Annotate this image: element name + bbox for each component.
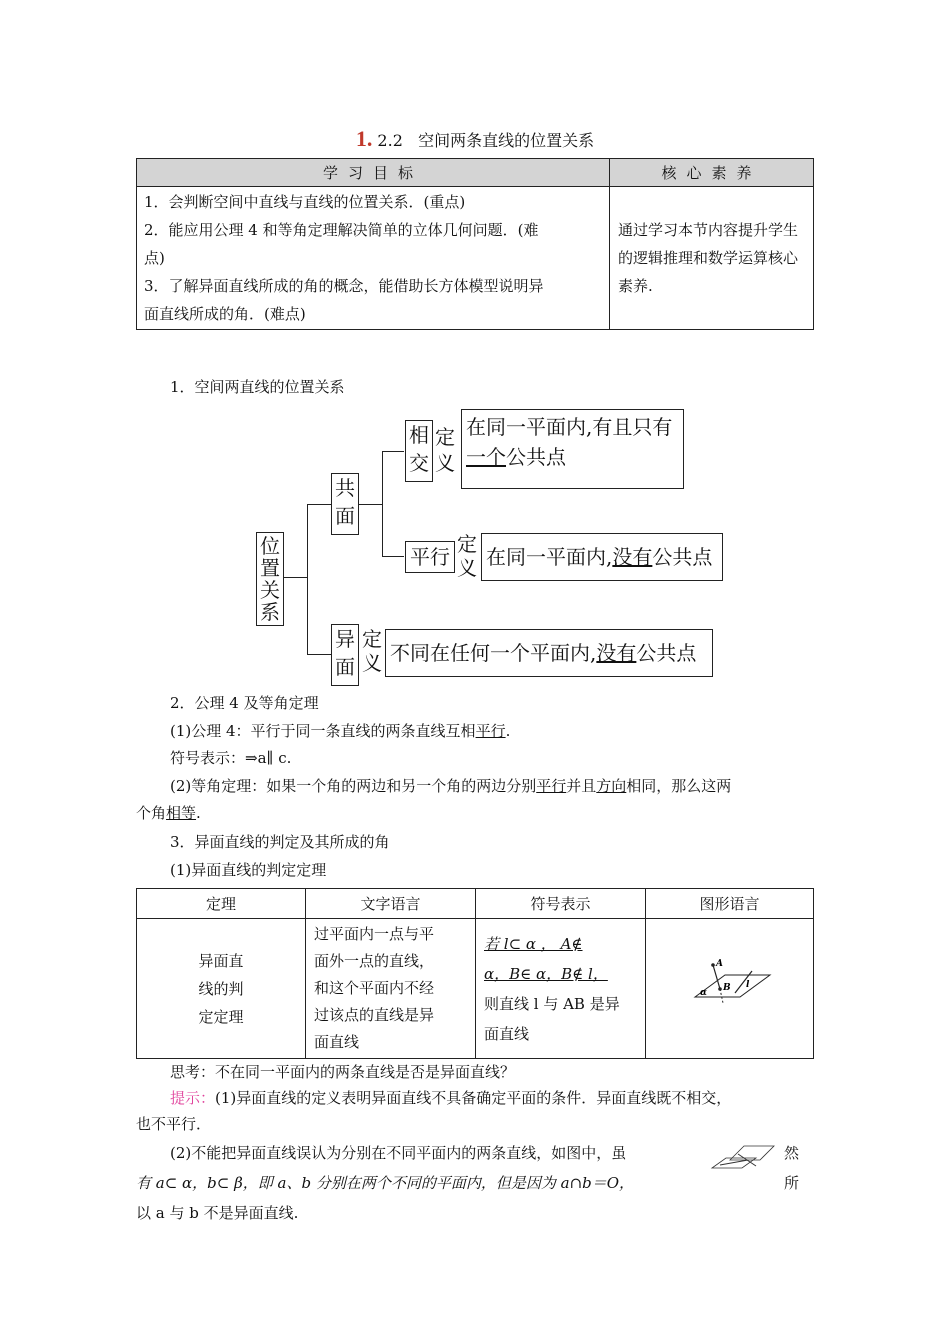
skew-def-text-c: 公共点	[636, 641, 697, 665]
think-question: 思考：不在同一平面内的两条直线是否是异面直线？	[170, 1063, 516, 1081]
axiom-4-text: (1)公理 4：平行于同一条直线的两条直线互相	[170, 722, 476, 740]
theorem-symbol-b: α，B∈ α，B∉ l，	[484, 964, 608, 983]
goals-table	[136, 158, 814, 330]
hint-para-1-cont: 也不平行．	[136, 1115, 212, 1133]
connector	[307, 504, 331, 505]
theorem-text-cell	[306, 919, 476, 1059]
eq-key-3: 相等	[166, 804, 197, 822]
eq-text-e: .	[196, 804, 201, 822]
theorem-text-b: 面外一点的直线，	[314, 952, 435, 970]
th-figure: 图形语言	[646, 889, 814, 919]
axiom-4	[170, 718, 510, 744]
skew-def-label: 定义	[362, 627, 382, 675]
connector	[382, 451, 404, 452]
section-1-heading: 1．空间两直线的位置关系	[170, 378, 345, 396]
theorem-table	[136, 888, 814, 1059]
connector	[283, 577, 307, 578]
root-box: 位置关系	[256, 532, 284, 626]
axiom-4-end: .	[505, 722, 511, 740]
goal-3a: 3．了解异面直线所成的角的概念，能借助长方体模型说明异	[144, 277, 544, 295]
hint-p1a: (1)异面直线的定义表明异面直线不具备确定平面的条件．异面直线既不相交，	[215, 1089, 732, 1107]
th-symbol: 符号表示	[476, 889, 646, 919]
eq-key-2: 方向	[596, 777, 627, 795]
parallel-def-text-a: 在同一平面内,	[486, 545, 613, 569]
theorem-name-b: 线的判	[198, 979, 244, 998]
eq-key-1: 平行	[536, 777, 567, 795]
label-alpha: α	[699, 987, 707, 998]
hint-para-2-line-2: 有 a⊂ α，b⊂ β，即 a、b 分别在两个不同的平面内，但是因为 a∩b＝O，	[136, 1174, 635, 1192]
theorem-symbol-d: 面直线	[484, 1024, 530, 1043]
theorem-text-d: 过该点的直线是异	[314, 1006, 435, 1024]
intersect-def-text-c: 公共点	[506, 445, 566, 469]
core-header: 核心素养	[610, 159, 814, 187]
eq-text-a: (2)等角定理：如果一个角的两边和另一个角的两边分别	[170, 777, 537, 795]
goal-2a: 2．能应用公理 4 和等角定理解决简单的立体几何问题．(难	[144, 221, 539, 239]
intersect-def-label: 定义	[435, 425, 455, 475]
section-3-sub: (1)异面直线的判定定理	[170, 861, 327, 879]
eq-text-b: 并且	[566, 777, 597, 795]
skew-lines-figure	[680, 957, 780, 1017]
hint-para-2-line-3: 以 a 与 b 不是异面直线.	[136, 1204, 299, 1222]
core-cell: 通过学习本节内容提升学生的逻辑推理和数学运算核心素养.	[610, 187, 814, 330]
theorem-text-e: 面直线	[314, 1033, 360, 1051]
two-planes-figure	[708, 1138, 778, 1180]
connector	[307, 654, 331, 655]
axiom-4-key: 平行	[475, 722, 506, 740]
skew-box: 异面	[331, 624, 359, 686]
hint-para-2-right-1: 然	[784, 1144, 800, 1162]
goals-cell	[137, 187, 610, 330]
intersect-def-box	[461, 409, 684, 489]
parallel-def-label: 定义	[457, 532, 477, 580]
theorem-text-a: 过平面内一点与平	[314, 925, 435, 943]
parallel-def-text-c: 公共点	[652, 545, 713, 569]
theorem-name-a: 异面直	[198, 951, 244, 970]
parallel-def-box	[481, 533, 723, 581]
title-section: 2.2	[377, 131, 403, 150]
point-B	[718, 987, 722, 991]
goal-1: 1．会判断空间中直线与直线的位置关系．(重点)	[144, 193, 466, 211]
skew-def-box	[385, 629, 713, 677]
eq-text-d: 个角	[136, 804, 167, 822]
theorem-name-c: 定定理	[198, 1007, 244, 1026]
intersect-box: 相交	[405, 420, 433, 482]
goal-2b: 点)	[144, 249, 165, 267]
theorem-text-c: 和这个平面内不经	[314, 979, 435, 997]
parallel-box: 平行	[405, 541, 455, 573]
theorem-symbol-c: 则直线 l 与 AB 是异	[484, 994, 620, 1013]
skew-def-text-a: 不同在任何一个平面内,	[390, 641, 597, 665]
hint-label: 提示：	[170, 1089, 216, 1107]
parallel-def-key: 没有	[612, 545, 653, 569]
hint-para-1	[170, 1085, 820, 1111]
theorem-figure-cell	[646, 919, 814, 1059]
title-text: 空间两条直线的位置关系	[418, 131, 595, 150]
goal-3b: 面直线所成的角．(难点)	[144, 305, 306, 323]
th-text: 文字语言	[306, 889, 476, 919]
label-A: A	[715, 958, 723, 969]
equal-angle-theorem	[170, 773, 820, 799]
coplanar-box: 共面	[331, 473, 359, 535]
hint-para-2-right-2: 所	[784, 1174, 800, 1192]
label-B: B	[722, 982, 731, 993]
eq-text-c: 相同，那么这两	[626, 777, 732, 795]
theorem-symbol-cell	[476, 919, 646, 1059]
point-A	[711, 963, 715, 967]
connector	[307, 504, 308, 654]
page-title	[0, 126, 950, 152]
theorem-name-cell	[137, 919, 306, 1059]
axiom-4-symbol: 符号表示：⇒a∥ c.	[170, 749, 292, 767]
goals-header: 学习目标	[137, 159, 610, 187]
connector	[382, 451, 383, 556]
hint-para-2: (2)不能把异面直线误认为分别在不同平面内的两条直线，如图中，虽	[170, 1144, 627, 1162]
theorem-symbol-a: 若 l⊂ α ， A∉	[484, 934, 583, 953]
equal-angle-theorem-cont	[136, 800, 201, 826]
intersect-def-text-a: 在同一平面内,有且只有	[466, 415, 673, 439]
intersect-def-key: 一个	[466, 445, 506, 469]
section-3-heading: 3．异面直线的判定及其所成的角	[170, 833, 390, 851]
title-number: 1.	[355, 126, 373, 151]
connector	[382, 556, 404, 557]
th-theorem: 定理	[137, 889, 306, 919]
connector	[358, 504, 382, 505]
line-a	[720, 1160, 748, 1165]
skew-def-key: 没有	[596, 641, 637, 665]
section-2-heading: 2．公理 4 及等角定理	[170, 694, 319, 712]
label-l: l	[745, 979, 749, 990]
